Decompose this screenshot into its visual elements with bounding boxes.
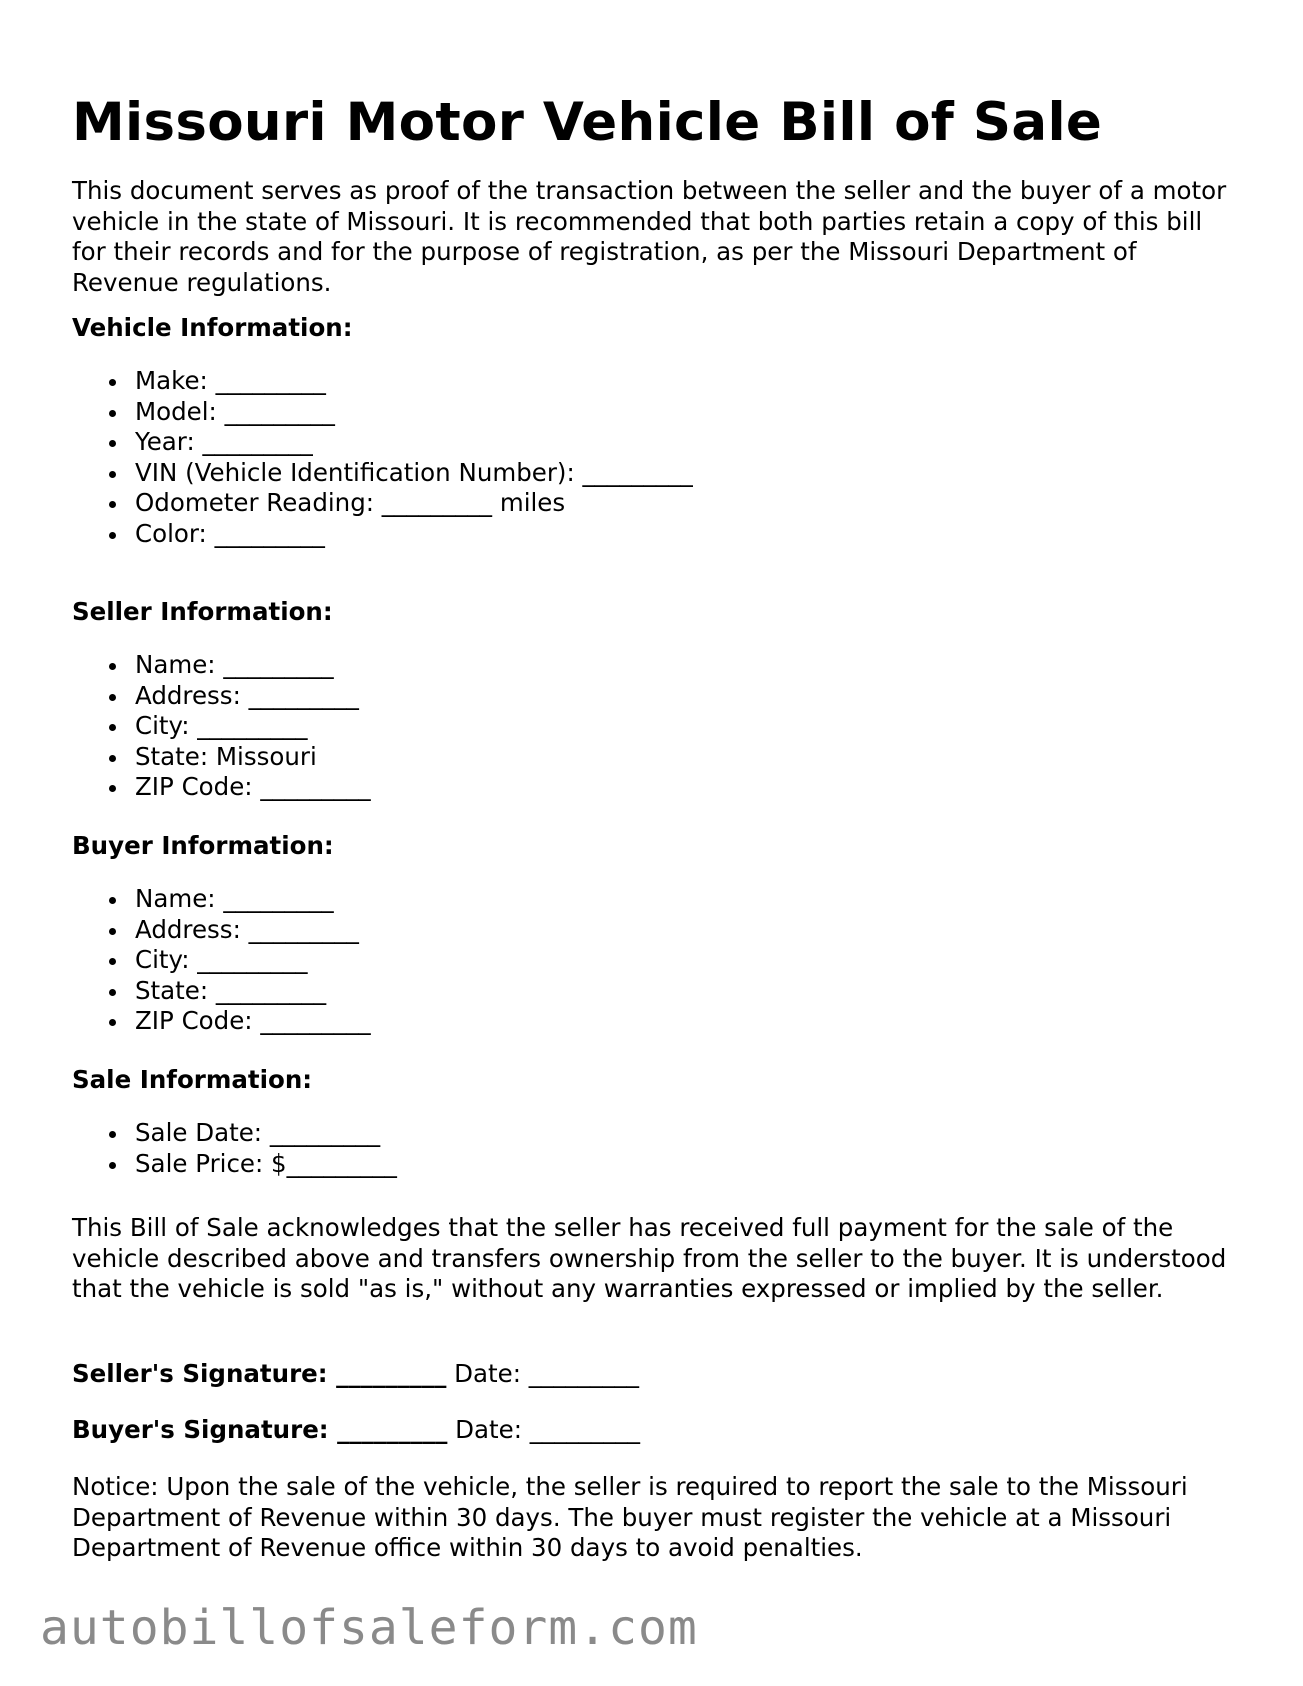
- buyer-information-heading: Buyer Information:: [72, 831, 334, 860]
- seller-signature-label: Seller's Signature: _________: [72, 1359, 447, 1388]
- seller-city-field: City: _________: [72, 711, 371, 742]
- sale-information-list: [72, 1118, 397, 1179]
- sale-information-heading: Sale Information:: [72, 1065, 313, 1094]
- seller-information-heading: Seller Information:: [72, 597, 333, 626]
- seller-state-field: State: Missouri: [72, 742, 371, 773]
- site-watermark: autobillofsaleform.com: [40, 1600, 698, 1656]
- notice-paragraph: Notice: Upon the sale of the vehicle, the seller is required to report the sale to the Missouri Department of Revenue within 30 days. The buyer must register the vehicle at a Missouri Department of Revenue office within 30 days to avoid penalties.: [72, 1472, 1188, 1562]
- seller-zip-field: ZIP Code: _________: [72, 772, 371, 803]
- seller-signature-date: Date: _________: [446, 1359, 639, 1388]
- intro-paragraph: This document serves as proof of the transaction between the seller and the buyer of a motor vehicle in the state of Missouri. It is recommended that both parties retain a copy of this bill for their records and for the purpose of registration, as per the Missouri Department of Revenue regulations.: [72, 176, 1227, 297]
- seller-address-field: Address: _________: [72, 681, 371, 712]
- vehicle-make-field: Make: _________: [72, 366, 693, 397]
- vehicle-odometer-field: Odometer Reading: _________ miles: [72, 488, 693, 519]
- vehicle-model-field: Model: _________: [72, 397, 693, 428]
- buyer-state-field: State: _________: [72, 976, 371, 1007]
- sale-date-field: Sale Date: _________: [72, 1118, 397, 1149]
- seller-information-list: [72, 650, 371, 803]
- buyer-name-field: Name: _________: [72, 884, 371, 915]
- seller-name-field: Name: _________: [72, 650, 371, 681]
- document-title: Missouri Motor Vehicle Bill of Sale: [72, 92, 1103, 153]
- vehicle-information-list: [72, 366, 693, 549]
- vehicle-vin-field: VIN (Vehicle Identification Number): _________: [72, 458, 693, 489]
- buyer-signature-label: Buyer's Signature: _________: [72, 1415, 448, 1444]
- seller-signature-line: [72, 1359, 639, 1390]
- vehicle-year-field: Year: _________: [72, 427, 693, 458]
- acknowledgment-paragraph: This Bill of Sale acknowledges that the seller has received full payment for the sale of the vehicle described above and transfers ownership from the seller to the buyer. It is understood that the vehicle is sold "as is," without any warranties expressed or implied by the seller.: [72, 1213, 1227, 1303]
- vehicle-color-field: Color: _________: [72, 519, 693, 550]
- sale-price-field: Sale Price: $_________: [72, 1149, 397, 1180]
- buyer-information-list: [72, 884, 371, 1037]
- buyer-zip-field: ZIP Code: _________: [72, 1006, 371, 1037]
- buyer-address-field: Address: _________: [72, 915, 371, 946]
- buyer-signature-date: Date: _________: [447, 1415, 641, 1444]
- vehicle-information-heading: Vehicle Information:: [72, 313, 353, 342]
- buyer-signature-line: [72, 1415, 640, 1446]
- buyer-city-field: City: _________: [72, 945, 371, 976]
